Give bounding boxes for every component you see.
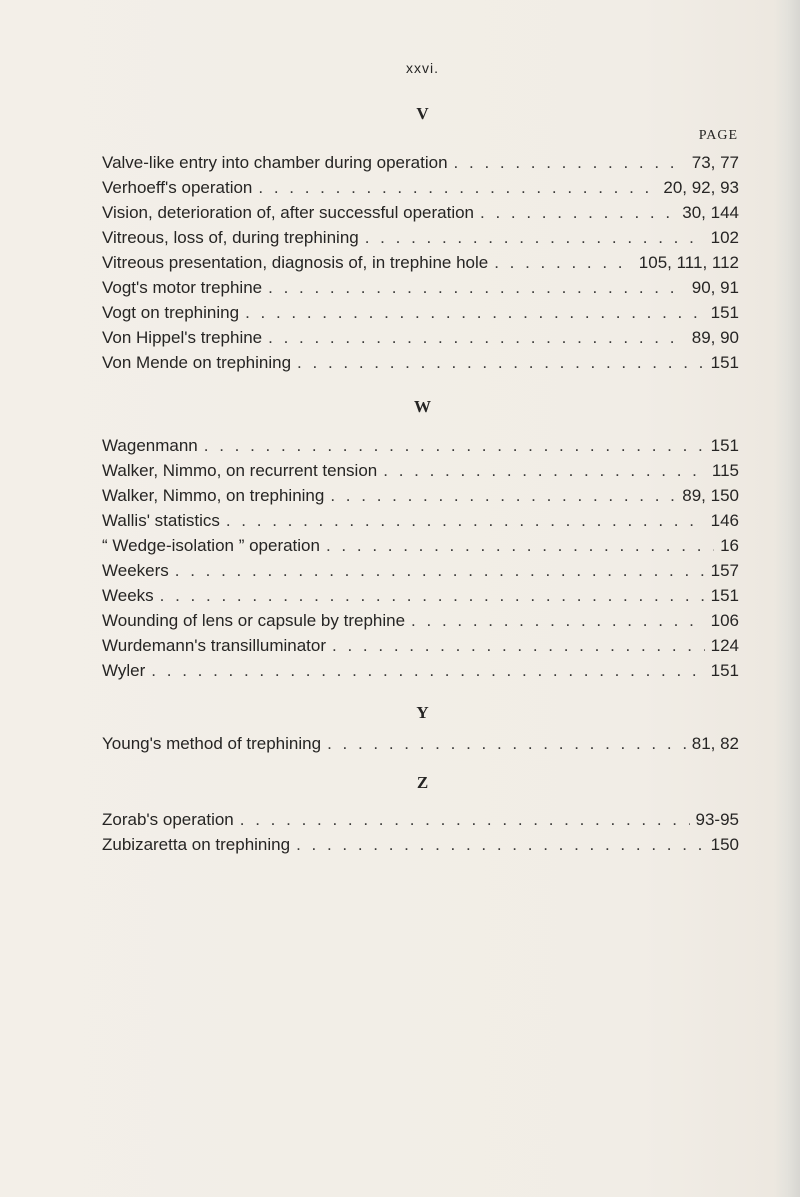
- entry-pages: 151: [710, 436, 739, 455]
- index-entry: [102, 228, 739, 252]
- section-letter-w: W: [414, 397, 431, 416]
- entry-pages: 81, 82: [691, 734, 739, 753]
- entry-pages: 146: [710, 511, 739, 530]
- dot-leader: [330, 486, 676, 506]
- entry-term: Valve-like entry into chamber during operation: [102, 153, 448, 172]
- entry-pages: 124: [710, 636, 739, 655]
- section-letter-y: Y: [416, 703, 429, 722]
- dot-leader: [365, 228, 705, 248]
- entry-term: Walker, Nimmo, on trephining: [102, 486, 325, 505]
- dot-leader: [240, 810, 690, 830]
- entry-term: Von Hippel's trephine: [102, 328, 263, 347]
- entry-term: Vitreous, loss of, during trephining: [102, 228, 359, 247]
- index-entry: [102, 636, 739, 660]
- index-entry: [102, 203, 739, 227]
- entry-term: Zubizaretta on trephining: [102, 835, 291, 854]
- dot-leader: [175, 561, 705, 581]
- entry-term: Vitreous presentation, diagnosis of, in trephine hole: [102, 253, 489, 272]
- entry-pages: 106: [710, 611, 739, 630]
- index-entry: [102, 661, 739, 685]
- dot-leader: [245, 303, 705, 323]
- dot-leader: [326, 536, 714, 556]
- dot-leader: [383, 461, 706, 481]
- index-entry: [102, 586, 739, 610]
- dot-leader: [151, 661, 704, 681]
- page-number: xxvi.: [406, 60, 439, 76]
- index-entry: [102, 436, 739, 460]
- index-entry: [102, 734, 739, 758]
- page-edge-shadow: [774, 0, 800, 1197]
- entry-term: Von Mende on trephining: [102, 353, 292, 372]
- entry-pages: 30, 144: [682, 203, 739, 222]
- entry-term: Wallis' statistics: [102, 511, 220, 530]
- index-entry: [102, 353, 739, 377]
- dot-leader: [411, 611, 705, 631]
- entry-term: Vogt's motor trephine: [102, 278, 263, 297]
- dot-leader: [268, 328, 686, 348]
- entry-term: Vision, deterioration of, after successful operation: [102, 203, 475, 222]
- section-letter-z: Z: [416, 773, 429, 792]
- dot-leader: [480, 203, 676, 223]
- entry-pages: 90, 91: [691, 278, 739, 297]
- entry-term: Zorab's operation: [102, 810, 234, 829]
- entry-pages: 151: [710, 303, 739, 322]
- index-entry: [102, 178, 739, 202]
- index-entry: [102, 486, 739, 510]
- entry-term: Young's method of trephining: [102, 734, 322, 753]
- dot-leader: [297, 353, 705, 373]
- entry-pages: 89, 150: [682, 486, 739, 505]
- entry-term: Wyler: [102, 661, 146, 680]
- entry-term: Walker, Nimmo, on recurrent tension: [102, 461, 378, 480]
- index-entry: [102, 153, 739, 177]
- dot-leader: [226, 511, 705, 531]
- index-entry: [102, 328, 739, 352]
- index-entry: [102, 303, 739, 327]
- index-entry: [102, 835, 739, 859]
- index-entry: [102, 253, 739, 277]
- page-column-heading: PAGE: [698, 128, 738, 143]
- entry-pages: 73, 77: [691, 153, 739, 172]
- entry-term: Weekers: [102, 561, 169, 580]
- index-entry: [102, 278, 739, 302]
- entry-term: Wagenmann: [102, 436, 198, 455]
- entry-pages: 151: [710, 353, 739, 372]
- entry-term: Weeks: [102, 586, 154, 605]
- entry-pages: 150: [710, 835, 739, 854]
- dot-leader: [332, 636, 705, 656]
- entry-term: Wurdemann's transilluminator: [102, 636, 327, 655]
- index-entry: [102, 511, 739, 535]
- entry-pages: 151: [710, 661, 739, 680]
- dot-leader: [160, 586, 705, 606]
- entry-pages: 16: [720, 536, 739, 555]
- entry-pages: 151: [710, 586, 739, 605]
- dot-leader: [258, 178, 657, 198]
- section-letter-v: V: [416, 104, 429, 123]
- index-entry: [102, 561, 739, 585]
- index-entry: [102, 611, 739, 635]
- dot-leader: [327, 734, 686, 754]
- entry-pages: 93-95: [695, 810, 739, 829]
- entry-pages: 102: [710, 228, 739, 247]
- entry-term: “ Wedge-isolation ” operation: [102, 536, 320, 555]
- index-entry: [102, 536, 739, 560]
- entry-term: Wounding of lens or capsule by trephine: [102, 611, 406, 630]
- index-entry: [102, 461, 739, 485]
- dot-leader: [296, 835, 705, 855]
- entry-term: Vogt on trephining: [102, 303, 240, 322]
- entry-pages: 105, 111, 112: [638, 253, 739, 272]
- entry-pages: 115: [711, 461, 739, 480]
- dot-leader: [268, 278, 686, 298]
- dot-leader: [204, 436, 705, 456]
- entry-pages: 157: [710, 561, 739, 580]
- index-entry: [102, 810, 739, 834]
- dot-leader: [494, 253, 633, 273]
- dot-leader: [454, 153, 686, 173]
- entry-pages: 20, 92, 93: [663, 178, 739, 197]
- entry-pages: 89, 90: [691, 328, 739, 347]
- entry-term: Verhoeff's operation: [102, 178, 253, 197]
